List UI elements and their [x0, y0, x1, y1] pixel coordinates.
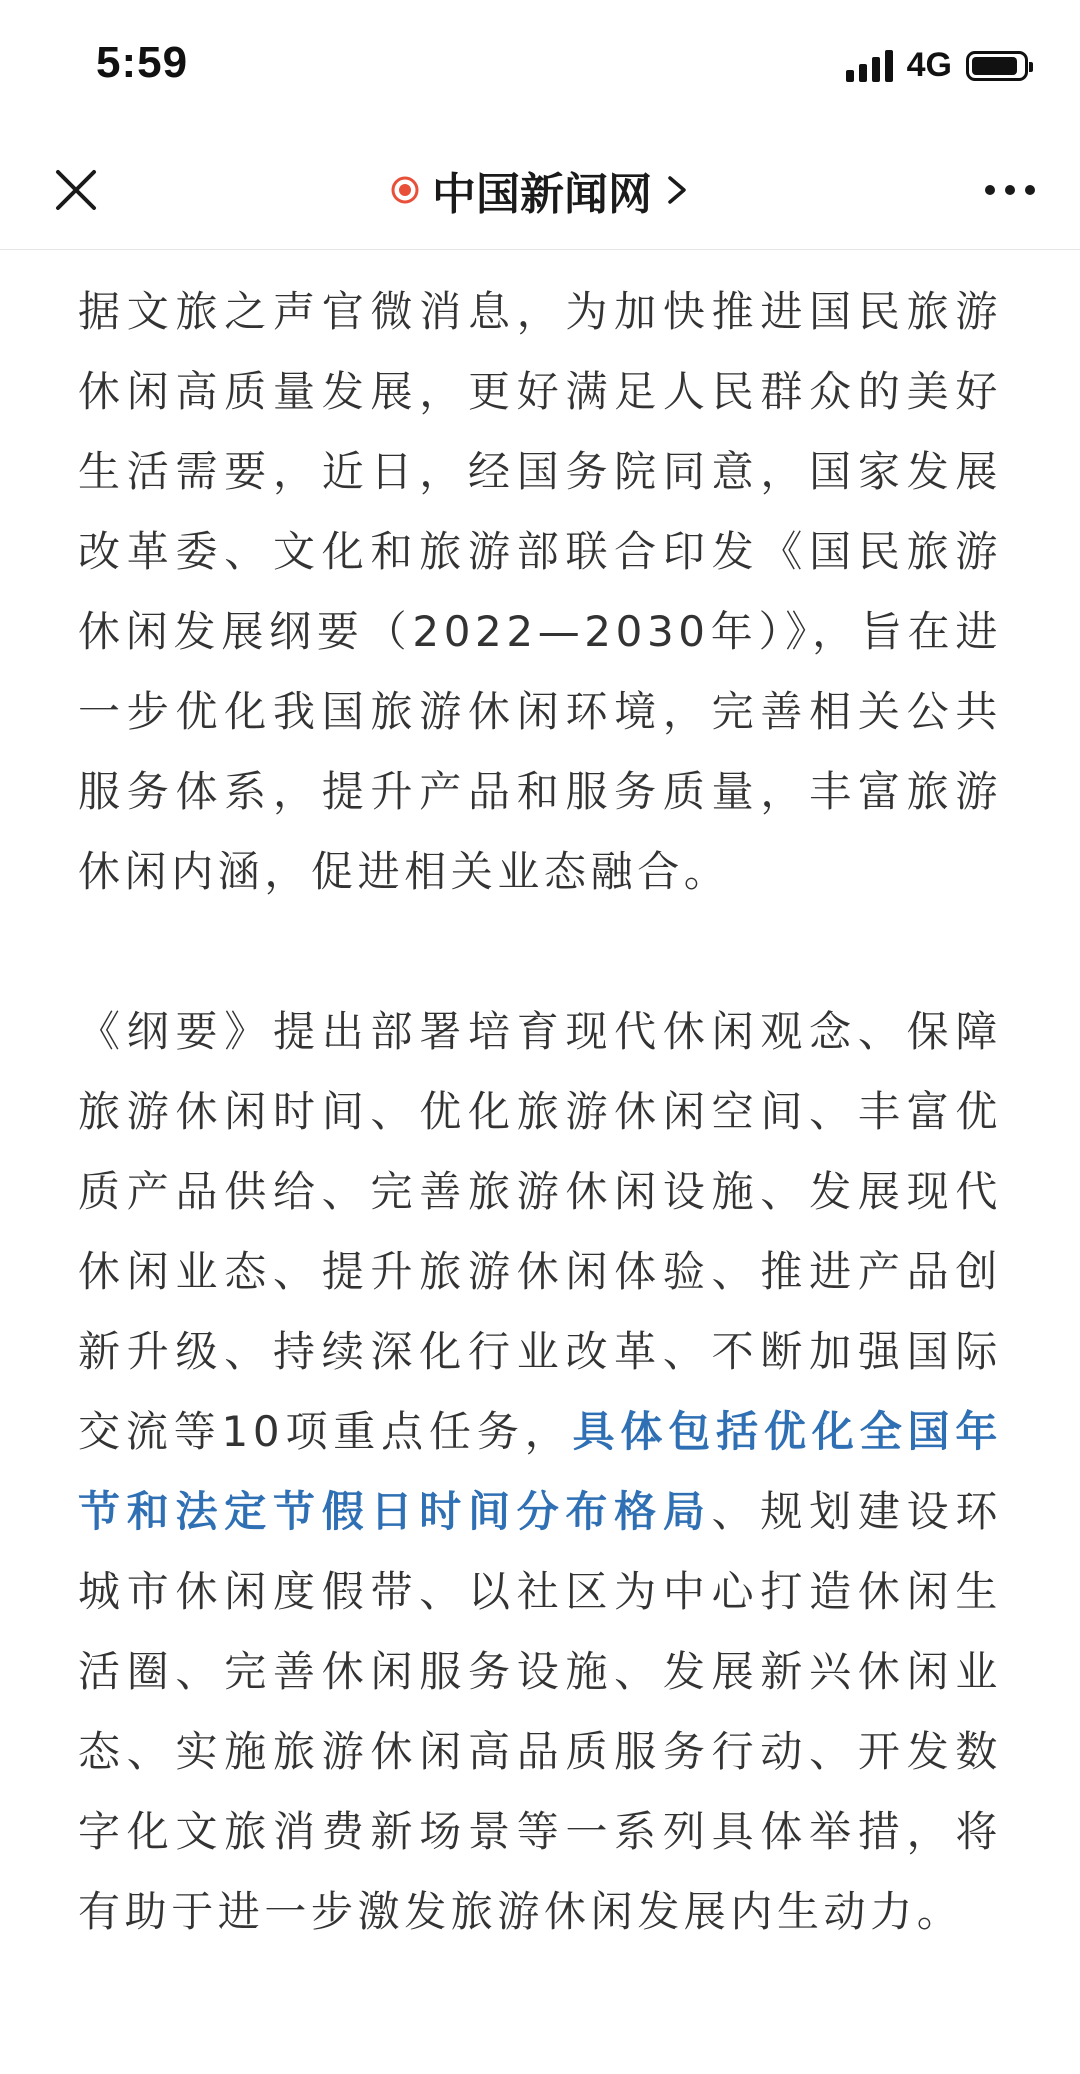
nav-bar: [0, 130, 1080, 250]
network-type: 4G: [906, 46, 952, 84]
article-body: [78, 272, 1002, 1952]
battery-icon: [966, 51, 1028, 81]
more-icon: [980, 170, 1040, 210]
signal-icon: [846, 50, 893, 82]
nav-title-link[interactable]: [0, 158, 1080, 222]
paragraph-2-text-after: 、规划建设环城市休闲度假带、以社区为中心打造休闲生活圈、完善休闲服务设施、发展新兴休闲业态、实施旅游休闲高品质服务行动、开发数字化文旅消费新场景等一系列具体举措，将有助于进一步激发旅游休闲发展内生动力。: [78, 1487, 1002, 1936]
article-paragraph-1: 据文旅之声官微消息，为加快推进国民旅游休闲高质量发展，更好满足人民群众的美好生活需要，近日，经国务院同意，国家发展改革委、文化和旅游部联合印发《国民旅游休闲发展纲要（2022—2030年）》，旨在进一步优化我国旅游休闲环境，完善相关公共服务体系，提升产品和服务质量，丰富旅游休闲内涵，促进相关业态融合。: [78, 287, 1002, 896]
highlighted-text: 具体包括优化全国年节和法定节假日时间分布格局: [78, 1407, 1002, 1536]
status-bar: [0, 0, 1080, 130]
more-button[interactable]: [980, 170, 1040, 210]
status-indicators: [846, 46, 1028, 85]
live-dot-icon: [390, 175, 420, 205]
status-time: 5:59: [96, 38, 189, 87]
article-paragraph-2: [78, 992, 1002, 1952]
battery-fill: [972, 57, 1017, 75]
paragraph-2-text-before: 《纲要》提出部署培育现代休闲观念、保障旅游休闲时间、优化旅游休闲空间、丰富优质产品供给、完善旅游休闲设施、发展现代休闲业态、提升旅游休闲体验、推进产品创新升级、持续深化行业改革、不断加强国际交流等10项重点任务，: [78, 1007, 1002, 1456]
page-title: 中国新闻网: [432, 169, 652, 220]
chevron-right-icon: [664, 172, 690, 208]
